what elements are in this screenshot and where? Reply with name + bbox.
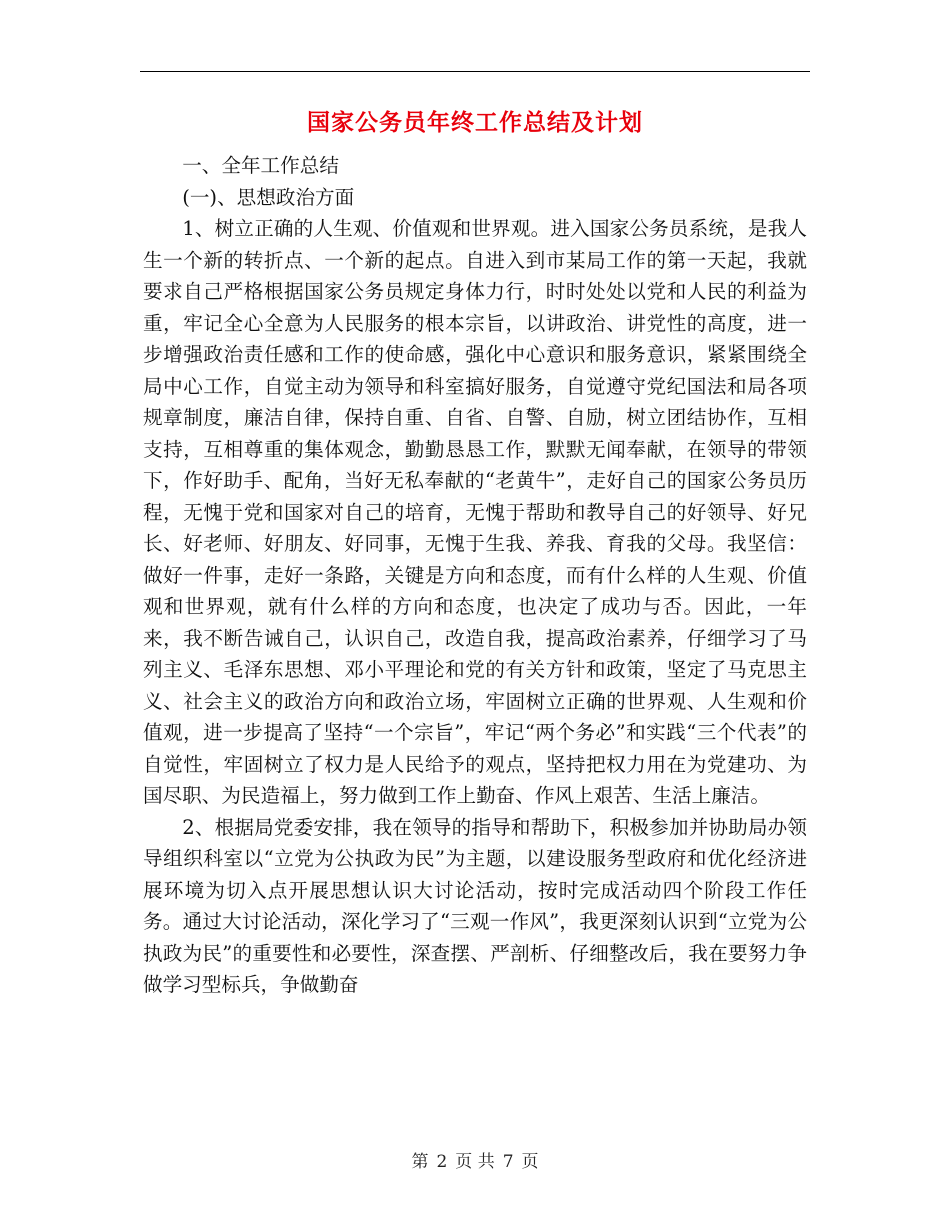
page-footer <box>0 1150 950 1174</box>
body-paragraph: 1、树立正确的人生观、价值观和世界观。进入国家公务员系统，是我人生一个新的转折点、一个新的起点。自进入到市某局工作的第一天起，我就要求自己严格根据国家公务员规定身体力行，时时处处以党和人民的利益为重，牢记全心全意为人民服务的根本宗旨，以讲政治、讲党性的高度，进一步增强政治责任感和工作的使命感，强化中心意识和服务意识，紧紧围绕全局中心工作，自觉主动为领导和科室搞好服务，自觉遵守党纪国法和局各项规章制度，廉洁自律，保持自重、自省、自警、自励，树立团结协作，互相支持，互相尊重的集体观念，勤勤恳恳工作，默默无闻奉献，在领导的带领下，作好助手、配角，当好无私奉献的“老黄牛”，走好自己的国家公务员历程，无愧于党和国家对自己的培育，无愧于帮助和教导自己的好领导、好兄长、好老师、好朋友、好同事，无愧于生我、养我、育我的父母。我坚信：做好一件事，走好一条路，关键是方向和态度，而有什么样的人生观、价值观和世界观，就有什么样的方向和态度，也决定了成功与否。因此，一年来，我不断告诫自己，认识自己，改造自我，提高政治素养，仔细学习了马列主义、毛泽东思想、邓小平理论和党的有关方针和政策，坚定了马克思主义、社会主义的政治方向和政治立场，牢固树立正确的世界观、人生观和价值观，进一步提高了坚持“一个宗旨”，牢记“两个务必”和实践“三个代表”的自觉性，牢固树立了权力是人民给予的观点，坚持把权力用在为党建功、为国尽职、为民造福上，努力做到工作上勤奋、作风上艰苦、生活上廉洁。 <box>143 217 807 807</box>
section-heading: 一、全年工作总结 <box>182 154 339 177</box>
document-body <box>143 150 807 1001</box>
current-page-number: 2 <box>436 1152 448 1172</box>
footer-prefix: 第 <box>411 1152 429 1172</box>
footer-suffix: 页 <box>521 1152 539 1172</box>
header-rule <box>140 71 810 72</box>
document-title: 国家公务员年终工作总结及计划 <box>307 110 643 136</box>
subsection-heading: (一)、思想政治方面 <box>182 185 355 209</box>
body-paragraph: 2、根据局党委安排，我在领导的指导和帮助下，积极参加并协助局办领导组织科室以“立党为公执政为民”为主题，以建设服务型政府和优化经济进展环境为切入点开展思想认识大讨论活动，按时完成活动四个阶段工作任务。通过大讨论活动，深化学习了“三观一作风”，我更深刻认识到“立党为公执政为民”的重要性和必要性，深查摆、严剖析、仔细整改后，我在要努力争做学习型标兵，争做勤奋 <box>143 815 807 996</box>
footer-mid: 页 共 <box>455 1152 495 1172</box>
total-page-number: 7 <box>502 1152 514 1172</box>
